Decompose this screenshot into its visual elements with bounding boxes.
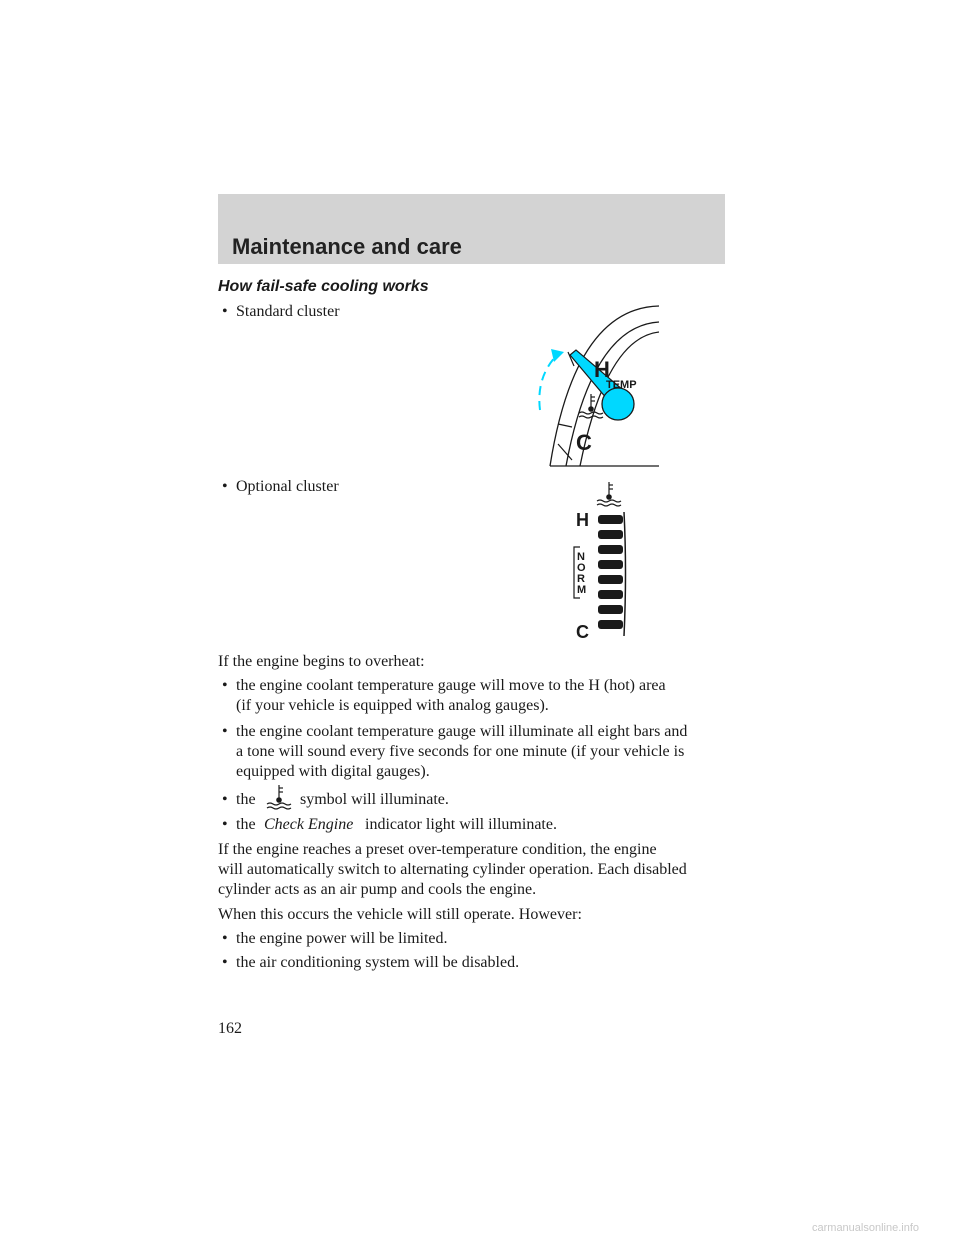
overheat-intro: If the engine begins to overheat: <box>218 653 425 670</box>
standard-cluster-label: Standard cluster <box>236 303 340 320</box>
digital-bar-stack <box>598 515 623 629</box>
temp-bar <box>598 530 623 539</box>
bullet: • <box>222 677 228 694</box>
bullet-optional: • <box>222 478 228 495</box>
gauge-temp-label: TEMP <box>606 379 637 391</box>
section-heading: How fail-safe cooling works <box>218 278 429 295</box>
svg-text:N: N <box>577 551 585 563</box>
operate-intro: When this occurs the vehicle will still operate. However: <box>218 906 582 923</box>
temp-bar <box>598 590 623 599</box>
temp-bar <box>598 515 623 524</box>
bullet-standard: • <box>222 303 228 320</box>
watermark: carmanualsonline.info <box>812 1222 920 1234</box>
needle-motion-arrow <box>539 356 556 410</box>
gauge-hot-label: H <box>594 357 610 382</box>
bullet: • <box>222 791 228 808</box>
page-number: 162 <box>218 1020 242 1037</box>
operate-bullet-2: the air conditioning system will be disabled. <box>236 954 520 971</box>
bullet: • <box>222 954 228 971</box>
overtemp-line-1: If the engine reaches a preset over-temperature condition, the engine <box>218 841 657 858</box>
overheat-bullet-4-before: the <box>236 816 256 833</box>
section-header-bar <box>218 194 725 264</box>
bullet: • <box>222 723 228 740</box>
temp-bar <box>598 545 623 554</box>
overheat-bullet-2-line-3: equipped with digital gauges). <box>236 763 430 780</box>
temp-bar <box>598 560 623 569</box>
svg-text:R: R <box>577 573 585 585</box>
overheat-bullet-4-after: indicator light will illuminate. <box>365 816 557 833</box>
operate-bullet-1: the engine power will be limited. <box>236 930 448 947</box>
overheat-bullet-2-line-1: the engine coolant temperature gauge will illuminate all eight bars and <box>236 723 688 740</box>
overheat-bullet-1-line-2: (if your vehicle is equipped with analog gauges). <box>236 697 549 714</box>
digital-cold-label: C <box>576 622 589 642</box>
overheat-bullet-3-after: symbol will illuminate. <box>300 791 449 808</box>
svg-text:M: M <box>577 584 587 596</box>
digital-hot-label: H <box>576 510 589 530</box>
temp-bar <box>598 605 623 614</box>
temp-bar <box>598 620 623 629</box>
bullet: • <box>222 930 228 947</box>
check-engine-label: Check Engine <box>264 816 354 833</box>
svg-text:O: O <box>577 562 586 574</box>
temp-bar <box>598 575 623 584</box>
coolant-temperature-icon <box>265 784 295 810</box>
norm-range-label <box>577 551 586 596</box>
analog-temperature-gauge <box>520 296 665 471</box>
overheat-bullet-2-line-2: a tone will sound every five seconds for one minute (if your vehicle is <box>236 743 685 760</box>
gauge-cold-label: C <box>576 430 592 455</box>
page-title: Maintenance and care <box>232 234 462 259</box>
overtemp-line-2: will automatically switch to alternating cylinder operation. Each disabled <box>218 861 687 878</box>
overtemp-line-3: cylinder acts as an air pump and cools the engine. <box>218 881 537 898</box>
coolant-temperature-icon <box>597 482 621 506</box>
overheat-bullet-3-before: the <box>236 791 256 808</box>
overheat-bullet-1-line-1: the engine coolant temperature gauge will move to the H (hot) area <box>236 677 666 694</box>
optional-cluster-label: Optional cluster <box>236 478 339 495</box>
digital-temperature-gauge <box>566 478 636 642</box>
bullet: • <box>222 816 228 833</box>
